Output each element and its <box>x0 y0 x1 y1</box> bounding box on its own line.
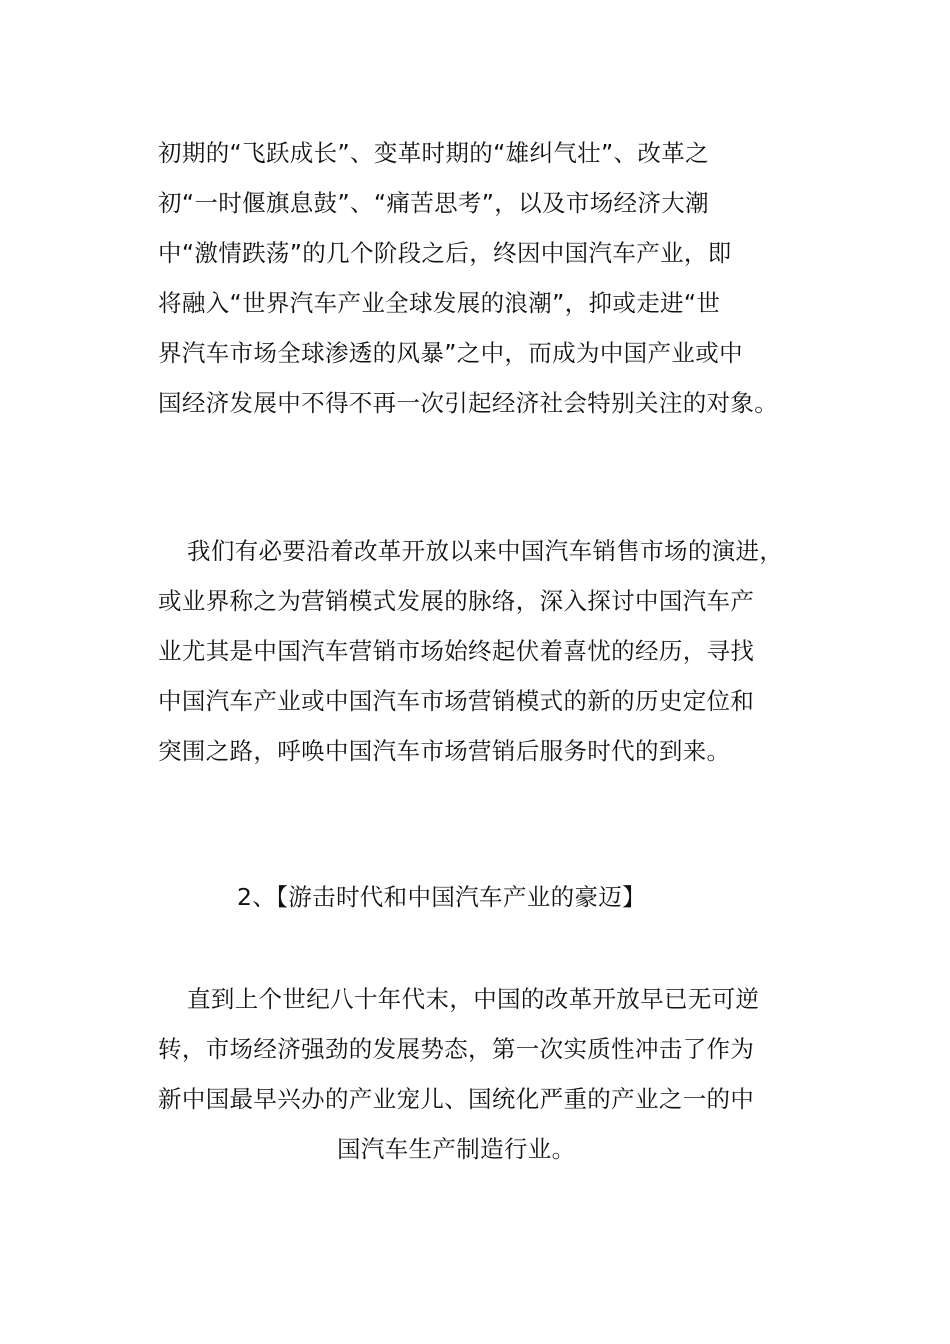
paragraph-line: 业尤其是中国汽车营销市场始终起伏着喜忧的经历，寻找 <box>158 637 755 665</box>
paragraph-line: 突围之路，呼唤中国汽车市场营销后服务时代的到来。 <box>158 737 731 765</box>
paragraph-line: 我们有必要沿着改革开放以来中国汽车销售市场的演进， <box>187 537 784 565</box>
paragraph-line: 中“激情跌荡”的几个阶段之后，终因中国汽车产业，即 <box>158 239 732 267</box>
paragraph-line: 将融入“世界汽车产业全球发展的浪潮”，抑或走进“世 <box>158 289 721 317</box>
paragraph-line: 国汽车生产制造行业。 <box>337 1135 576 1163</box>
paragraph-line: 直到上个世纪八十年代末，中国的改革开放早已无可逆 <box>187 985 760 1013</box>
section-heading: 2、【游击时代和中国汽车产业的豪迈】 <box>237 883 647 911</box>
paragraph-line: 或业界称之为营销模式发展的脉络，深入探讨中国汽车产 <box>158 587 755 615</box>
paragraph-line: 国经济发展中不得不再一次引起经济社会特别关注的对象。 <box>158 389 779 417</box>
paragraph-line: 初期的“飞跃成长”、变革时期的“雄纠气壮”、改革之 <box>158 139 709 167</box>
paragraph-line: 界汽车市场全球渗透的风暴”之中，而成为中国产业或中 <box>158 339 743 367</box>
paragraph-line: 转，市场经济强劲的发展势态，第一次实质性冲击了作为 <box>158 1035 755 1063</box>
paragraph-line: 新中国最早兴办的产业宠儿、国统化严重的产业之一的中 <box>158 1085 755 1113</box>
paragraph-line: 初“一时偃旗息鼓”、“痛苦思考”，以及市场经济大潮 <box>158 189 709 217</box>
paragraph-line: 中国汽车产业或中国汽车市场营销模式的新的历史定位和 <box>158 687 755 715</box>
